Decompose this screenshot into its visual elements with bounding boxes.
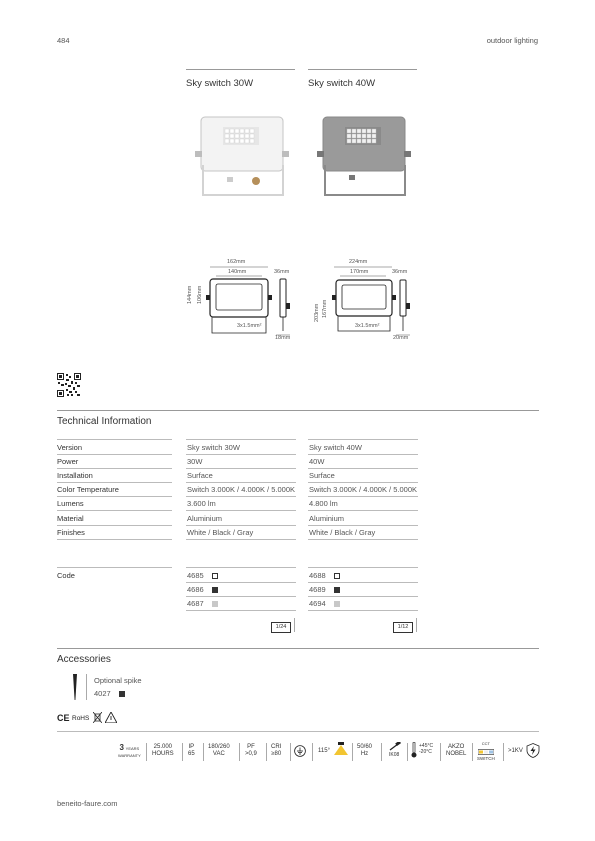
code-rule [57,567,172,568]
feature-sep [407,743,408,761]
cri-badge [271,744,281,758]
feature-sep [290,743,291,761]
voltage-range: 180/260 [208,744,230,750]
weee-bin-icon [93,712,102,723]
dim-40-height: 203mm [314,303,320,322]
spec-label: Finishes [57,528,85,537]
row-divider [186,454,296,455]
temp-max: +45°C [419,743,434,749]
tech-col-rule-40 [308,439,418,440]
spec-value-40: 4.800 lm [309,499,338,508]
cri-label: CRI [271,744,282,750]
code-item-40 [309,571,340,580]
swatch-black [334,587,340,593]
feature-sep [381,743,382,761]
ip-value: 65 [188,750,195,757]
cri-value: ≥80 [271,750,282,757]
hours-badge [152,744,174,758]
row-divider [57,496,172,497]
dim-30-inner: 140mm [228,269,247,275]
spec-value-40: Sky switch 40W [309,443,362,452]
tech-info-title: Technical Information [57,416,152,427]
features-rule [57,731,539,732]
pf-value: >0,9 [245,750,257,757]
surge-protection-value: >1KV [508,748,523,754]
dim-40-cable: 3x1.5mm² [355,323,380,329]
swatch-white [212,573,218,579]
row-divider [186,596,296,597]
warranty-badge [118,743,141,760]
dim-30-inner-height: 106mm [197,285,203,304]
frequency-value: 50/60 [357,744,373,750]
spec-value-40: White / Black / Gray [309,528,376,537]
row-divider [57,539,172,540]
dim-40-bracket: 20mm [393,335,409,341]
ik-hammer-icon [388,742,402,752]
pf-label: PF [247,744,255,750]
switch-toggle-icon [478,749,494,755]
beam-angle-value: 115° [318,748,330,754]
code-rule [308,567,418,568]
row-divider [186,610,296,611]
row-divider [57,525,172,526]
switch-label: SWITCH [477,755,495,761]
row-divider [308,596,418,597]
code-label: Code [57,571,75,580]
dim-30-depth: 36mm [274,269,290,275]
row-divider [308,454,418,455]
voltage-unit: VAC [212,750,225,757]
feature-sep [182,743,183,761]
spec-label: Installation [57,471,93,480]
pack-box-40 [393,622,413,633]
dim-40-inner-height: 167mm [322,299,328,318]
spec-label: Power [57,457,79,466]
row-divider [186,539,296,540]
spike-icon [72,674,78,700]
warranty-years: 3 [119,743,124,752]
feature-sep [503,743,504,761]
row-divider [308,510,418,511]
swatch-gray [334,601,340,607]
feature-sep [312,743,313,761]
frequency-unit: Hz [360,750,369,757]
code-number: 4694 [309,599,326,608]
class-i-earth-icon [294,745,306,757]
dim-30-bracket: 18mm [275,335,291,341]
swatch-black [212,587,218,593]
dim-30-height: 144mm [187,285,193,304]
drawing-40w [322,265,422,340]
ip-label: IP [188,744,195,750]
row-divider [308,525,418,526]
spec-value-40: 40W [309,457,325,466]
ik-rating: IK08 [389,752,400,758]
row-divider [186,582,296,583]
row-divider [186,525,296,526]
feature-sep [266,743,267,761]
accessory-code: 4027 [94,689,111,698]
feature-sep [239,743,240,761]
spec-value-40: Aluminium [309,514,345,523]
pack-sep [294,618,295,632]
dim-40-depth: 36mm [392,269,408,275]
akzo-badge [446,744,466,758]
pack-box-30 [271,622,291,633]
code-item-40 [309,599,340,608]
product-title-30w: Sky switch 30W [186,78,254,89]
pf-badge [245,744,257,758]
pack-quantity: 1/12 [397,624,409,630]
warning-triangle-icon [105,712,117,723]
code-number: 4688 [309,571,326,580]
feature-sep [352,743,353,761]
cct-switch-badge [477,741,495,763]
spec-value-30: Surface [187,471,213,480]
surge-shield-icon [526,743,540,758]
hours-value: 25.000 [153,744,173,750]
rohs-label: RoHS [72,715,90,722]
title-rule-40 [308,69,417,70]
row-divider [186,496,296,497]
footer-website[interactable]: beneito-faure.com [57,799,118,808]
row-divider [57,482,172,483]
feature-sep [472,743,473,761]
section-title: outdoor lighting [486,36,538,45]
dim-30-overall: 162mm [227,259,246,265]
frequency-badge [357,744,372,758]
pack-quantity: 1/24 [275,624,287,630]
spec-value-30: White / Black / Gray [187,528,254,537]
tech-col-rule-label [57,439,172,440]
row-divider [186,468,296,469]
spec-label: Material [57,514,84,523]
ip-badge [188,744,195,758]
row-divider [308,539,418,540]
row-divider [308,610,418,611]
spec-label: Version [57,443,83,452]
ce-mark-icon: CE [57,713,70,723]
dim-40-inner: 170mm [350,269,369,275]
row-divider [308,582,418,583]
drawing-30w [200,265,300,340]
swatch-white [334,573,340,579]
accessory-code-item [94,689,125,698]
spec-value-40: Surface [309,471,335,480]
accessory-name: Optional spike [94,676,142,685]
spec-label: Lumens [57,499,84,508]
hours-unit: HOURS [152,750,174,757]
switch-top-label: CCT [481,741,490,746]
spec-value-30: 30W [187,457,203,466]
dim-40-overall: 224mm [349,259,368,265]
tech-col-rule-30 [186,439,296,440]
feature-sep [203,743,204,761]
row-divider [57,454,172,455]
spec-value-30: Aluminium [187,514,223,523]
akzo-line2: NOBEL [446,750,467,757]
voltage-badge [208,744,230,758]
temperature-range [419,744,433,756]
code-item-30 [187,571,218,580]
akzo-line1: AKZO [448,744,465,750]
row-divider [57,510,172,511]
code-number: 4689 [309,585,326,594]
beam-angle-icon [333,742,349,756]
product-image-40w [317,115,412,200]
tech-section-rule [57,410,539,411]
swatch-black [119,691,125,697]
accessories-title: Accessories [57,654,111,665]
spec-value-40: Switch 3.000K / 4.000K / 5.000K [309,485,417,494]
row-divider [57,468,172,469]
code-number: 4686 [187,585,204,594]
code-number: 4685 [187,571,204,580]
title-rule-30 [186,69,295,70]
code-item-30 [187,585,218,594]
spec-value-30: Sky switch 30W [187,443,240,452]
code-item-30 [187,599,218,608]
accessory-sep [86,674,87,700]
dim-30-cable: 3x1.5mm² [237,323,262,329]
accessories-rule [57,648,539,649]
qr-code[interactable] [57,373,81,397]
temp-min: -20°C [419,748,432,755]
pack-sep [416,618,417,632]
row-divider [308,468,418,469]
code-item-40 [309,585,340,594]
spec-value-30: Switch 3.000K / 4.000K / 5.000K [187,485,295,494]
code-rule [186,567,296,568]
row-divider [308,496,418,497]
thermometer-icon [411,742,417,758]
warranty-sub: WARRANTY [118,752,141,758]
product-title-40w: Sky switch 40W [308,78,376,89]
row-divider [186,510,296,511]
row-divider [308,482,418,483]
feature-sep [146,743,147,761]
page-number: 484 [57,36,70,45]
spec-value-30: 3.600 lm [187,499,216,508]
feature-sep [440,743,441,761]
warranty-unit: YEARS [125,746,140,751]
spec-label: Color Temperature [57,485,119,494]
product-image-30w [195,115,290,200]
row-divider [186,482,296,483]
swatch-gray [212,601,218,607]
code-number: 4687 [187,599,204,608]
